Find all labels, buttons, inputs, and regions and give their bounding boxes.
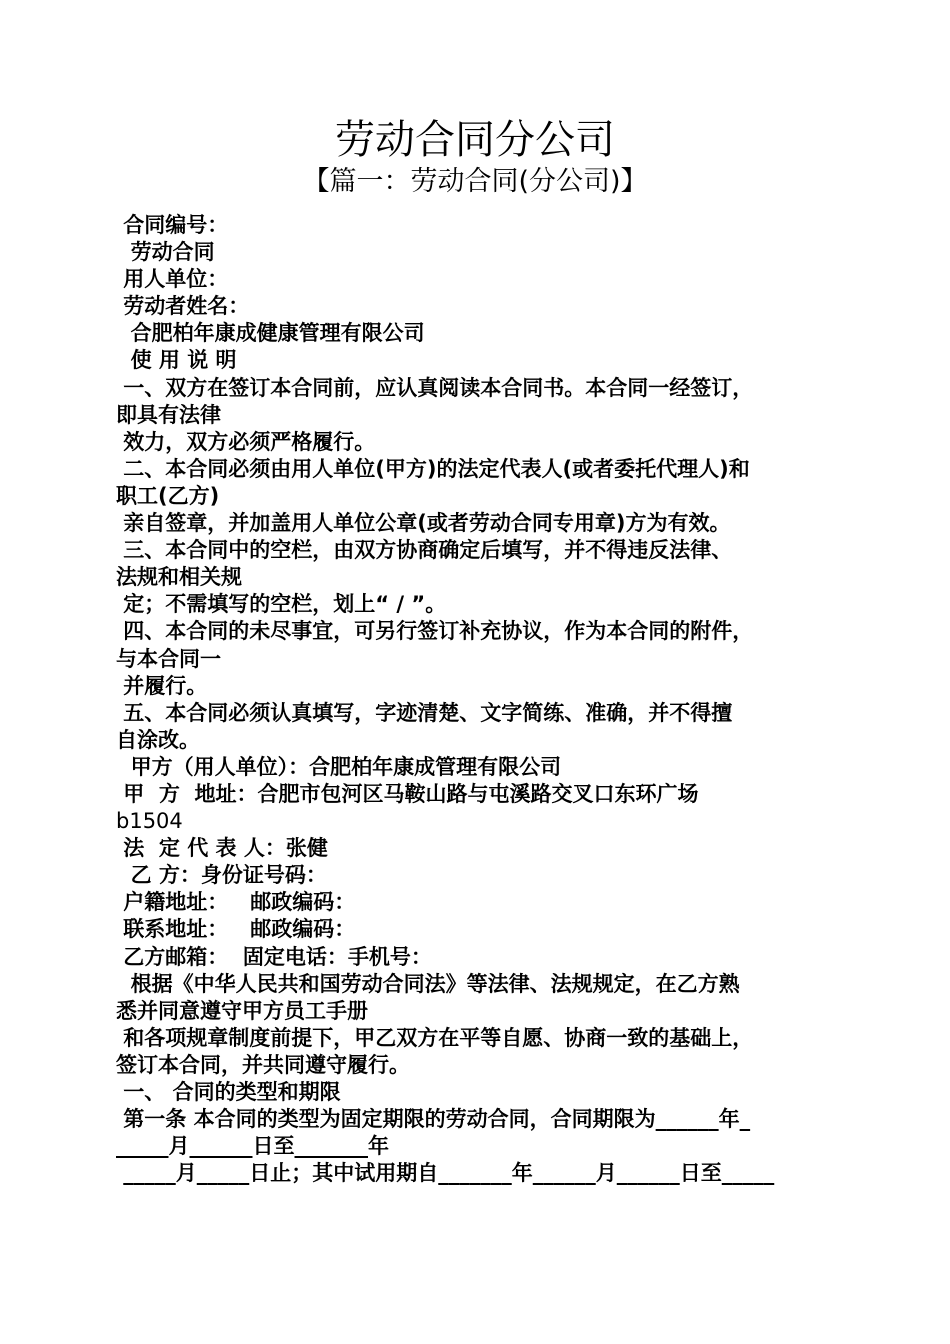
text-line: 三、本合同中的空栏，由双方协商确定后填写，并不得违反法律、 [116,538,733,563]
text-line: _____月_____日止；其中试用期自_______年______月______日至_____ [116,1161,775,1186]
text-line: 户籍地址： 邮政编码： [116,890,356,915]
text-line: 五、本合同必须认真填写，字迹清楚、文字简练、准确，并不得擅 [116,700,733,725]
document-body [116,212,834,1187]
text-line: 甲方（用人单位）：合肥柏年康成管理有限公司 [116,754,562,779]
text-line: 法 定 代 表 人：张健 [116,836,328,861]
document-title: 劳动合同分公司 [335,117,615,163]
text-line: 并履行。 [116,673,208,698]
text-line: b1504 [116,809,183,834]
text-line: 联系地址： 邮政编码： [116,917,356,942]
text-line: 劳动合同 [116,240,215,265]
document-subtitle: 【篇一：劳动合同(分公司)】 [302,166,648,197]
text-line: 一、双方在签订本合同前，应认真阅读本合同书。本合同一经签订， [116,375,754,400]
text-line: 签订本合同，并共同遵守履行。 [116,1052,410,1077]
text-line: 亲自签章，并加盖用人单位公章(或者劳动合同专用章)方为有效。 [116,511,731,536]
text-line: 悉并同意遵守甲方员工手册 [116,998,368,1023]
text-line: 一、 合同的类型和期限 [116,1080,341,1104]
text-line: 即具有法律 [116,402,221,427]
text-line: 第一条 本合同的类型为固定期限的劳动合同，合同期限为______年_ [116,1107,751,1132]
text-line: 用人单位： [116,267,229,292]
text-line: _____月______日至_______年 [116,1134,389,1159]
text-line: 职工(乙方) [116,483,220,508]
text-line: 四、本合同的未尽事宜，可另行签订补充协议，作为本合同的附件， [116,619,754,644]
text-line: 乙 方：身份证号码： [116,863,327,888]
text-line: 自涂改。 [116,727,200,752]
text-line: 根据《中华人民共和国劳动合同法》等法律、法规规定，在乙方熟 [116,971,740,996]
text-line: 合同编号： [116,213,229,237]
text-line: 乙方邮箱： 固定电话：手机号： [116,944,432,969]
text-line: 效力，双方必须严格履行。 [116,429,376,454]
text-line: 劳动者姓名： [116,294,250,319]
text-line: 二、本合同必须由用人单位(甲方)的法定代表人(或者委托代理人)和 [116,456,750,481]
text-line: 定；不需填写的空栏，划上“ / ”。 [116,592,447,617]
text-line: 和各项规章制度前提下，甲乙双方在平等自愿、协商一致的基础上， [116,1025,754,1050]
text-line: 甲 方 地址：合肥市包河区马鞍山路与屯溪路交叉口东环广场 [116,781,699,806]
text-line: 合肥柏年康成健康管理有限公司 [116,321,425,346]
text-line: 法规和相关规 [116,565,242,590]
text-line: 与本合同一 [116,646,221,671]
text-line: 使 用 说 明 [116,348,237,373]
